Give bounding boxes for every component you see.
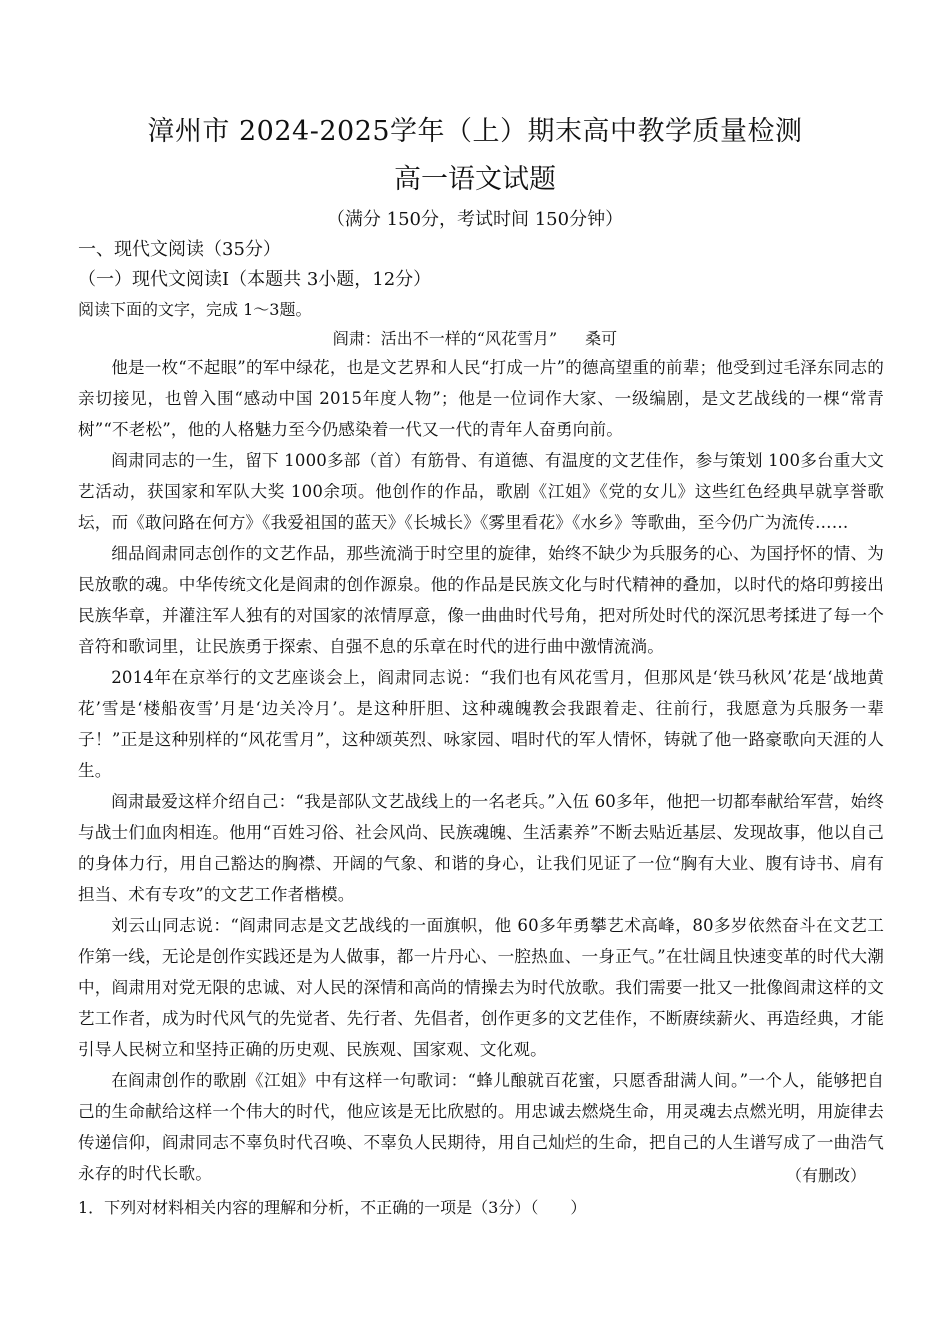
exam-title: 漳州市 2024-2025学年（上）期末高中教学质量检测 (147, 116, 803, 147)
article-paragraph: 细品阎肃同志创作的文艺作品，那些流淌于时空里的旋律，始终不缺少为兵服务的心、为国抒怀的情、为民放歌的魂。中华传统文化是阎肃的创作源泉。他的作品是民族文化与时代精神的叠加，以时代的烙印剪接出民族华章，并灌注军人独有的对国家的浓情厚意，像一曲曲时代号角，把对所处时代的深沉思考揉进了每一个音符和歌词里，让民族勇于探索、自强不息的乐章在时代的进行曲中激情流淌。 (78, 544, 884, 656)
article-author: 桑可 (585, 329, 618, 348)
article-title: 阎肃：活出不一样的“风花雪月” (332, 329, 558, 348)
article-paragraph: 阎肃最爱这样介绍自己：“我是部队文艺战线上的一名老兵。”入伍 60多年，他把一切都奉献给军营，始终与战士们血肉相连。他用“百姓习俗、社会风尚、民族魂魄、生活素养”不断去贴近基层、发现故事，他以自己的身体力行，用自己豁达的胸襟、开阔的气象、和谐的身心，让我们见证了一位“胸有大业、腹有诗书、肩有担当、术有专攻”的文艺工作者楷模。 (78, 792, 884, 904)
article-heading (0, 326, 950, 352)
edit-note: （有删改） (785, 1166, 866, 1185)
article-paragraph: 2014年在京举行的文艺座谈会上，阎肃同志说：“我们也有风花雪月，但那风是‘铁马秋风’花是‘战地黄花’雪是‘楼船夜雪’月是‘边关冷月’。是这种肝胆、这种魂魄教会我跟着走、往前行，我愿意为兵服务一辈子！”正是这种别样的“风花雪月”，这种颂英烈、咏家园、唱时代的军人情怀，铸就了他一路豪歌向天涯的人生。 (78, 668, 884, 780)
article-body (78, 352, 884, 1189)
question-1: 1．下列对材料相关内容的理解和分析，不正确的一项是（3分）（ ） (78, 1198, 587, 1217)
article-paragraph: 阎肃同志的一生，留下 1000多部（首）有筋骨、有道德、有温度的文艺佳作，参与策划 100多台重大文艺活动，获国家和军队大奖 100余项。他创作的作品，歌剧《江姐》《党的女儿》这些红色经典早就享誉歌坛，而《敢问路在何方》《我爱祖国的蓝天》《长城长》《雾里看花》《水乡》等歌曲，至今仍广为流传…… (78, 451, 884, 532)
reading-instruction: 阅读下面的文字，完成 1～3题。 (78, 300, 312, 319)
score-info: （满分 150分，考试时间 150分钟） (326, 209, 624, 230)
section-heading: 一、现代文阅读（35分） (78, 239, 281, 260)
article-paragraph: 刘云山同志说：“阎肃同志是文艺战线的一面旗帜，他 60多年勇攀艺术高峰，80多岁依然奋斗在文艺工作第一线，无论是创作实践还是为人做事，都一片丹心、一腔热血、一身正气。”在壮阔且快速变革的时代大潮中，阎肃用对党无限的忠诚、对人民的深情和高尚的情操去为时代放歌。我们需要一批又一批像阎肃这样的文艺工作者，成为时代风气的先觉者、先行者、先倡者，创作更多的文艺佳作，不断赓续薪火、再造经典，才能引导人民树立和坚持正确的历史观、民族观、国家观、文化观。 (78, 916, 884, 1059)
exam-subtitle: 高一语文试题 (394, 164, 556, 195)
subsection-heading: （一）现代文阅读Ⅰ（本题共 3小题，12分） (78, 269, 432, 290)
article-paragraph: 在阎肃创作的歌剧《江姐》中有这样一句歌词：“蜂儿酿就百花蜜，只愿香甜满人间。”一个人，能够把自己的生命献给这样一个伟大的时代，他应该是无比欣慰的。用忠诚去燃烧生命，用灵魂去点燃光明，用旋律去传递信仰，阎肃同志不辜负时代召唤、不辜负人民期待，用自己灿烂的生命，把自己的人生谱写成了一曲浩气永存的时代长歌。 (78, 1071, 884, 1183)
article-paragraph: 他是一枚“不起眼”的军中绿花，也是文艺界和人民“打成一片”的德高望重的前辈；他受到过毛泽东同志的亲切接见，也曾入围“感动中国 2015年度人物”；他是一位词作大家、一级编剧，是文艺战线的一棵“常青树”“不老松”，他的人格魅力至今仍感染着一代又一代的青年人奋勇向前。 (78, 358, 884, 439)
